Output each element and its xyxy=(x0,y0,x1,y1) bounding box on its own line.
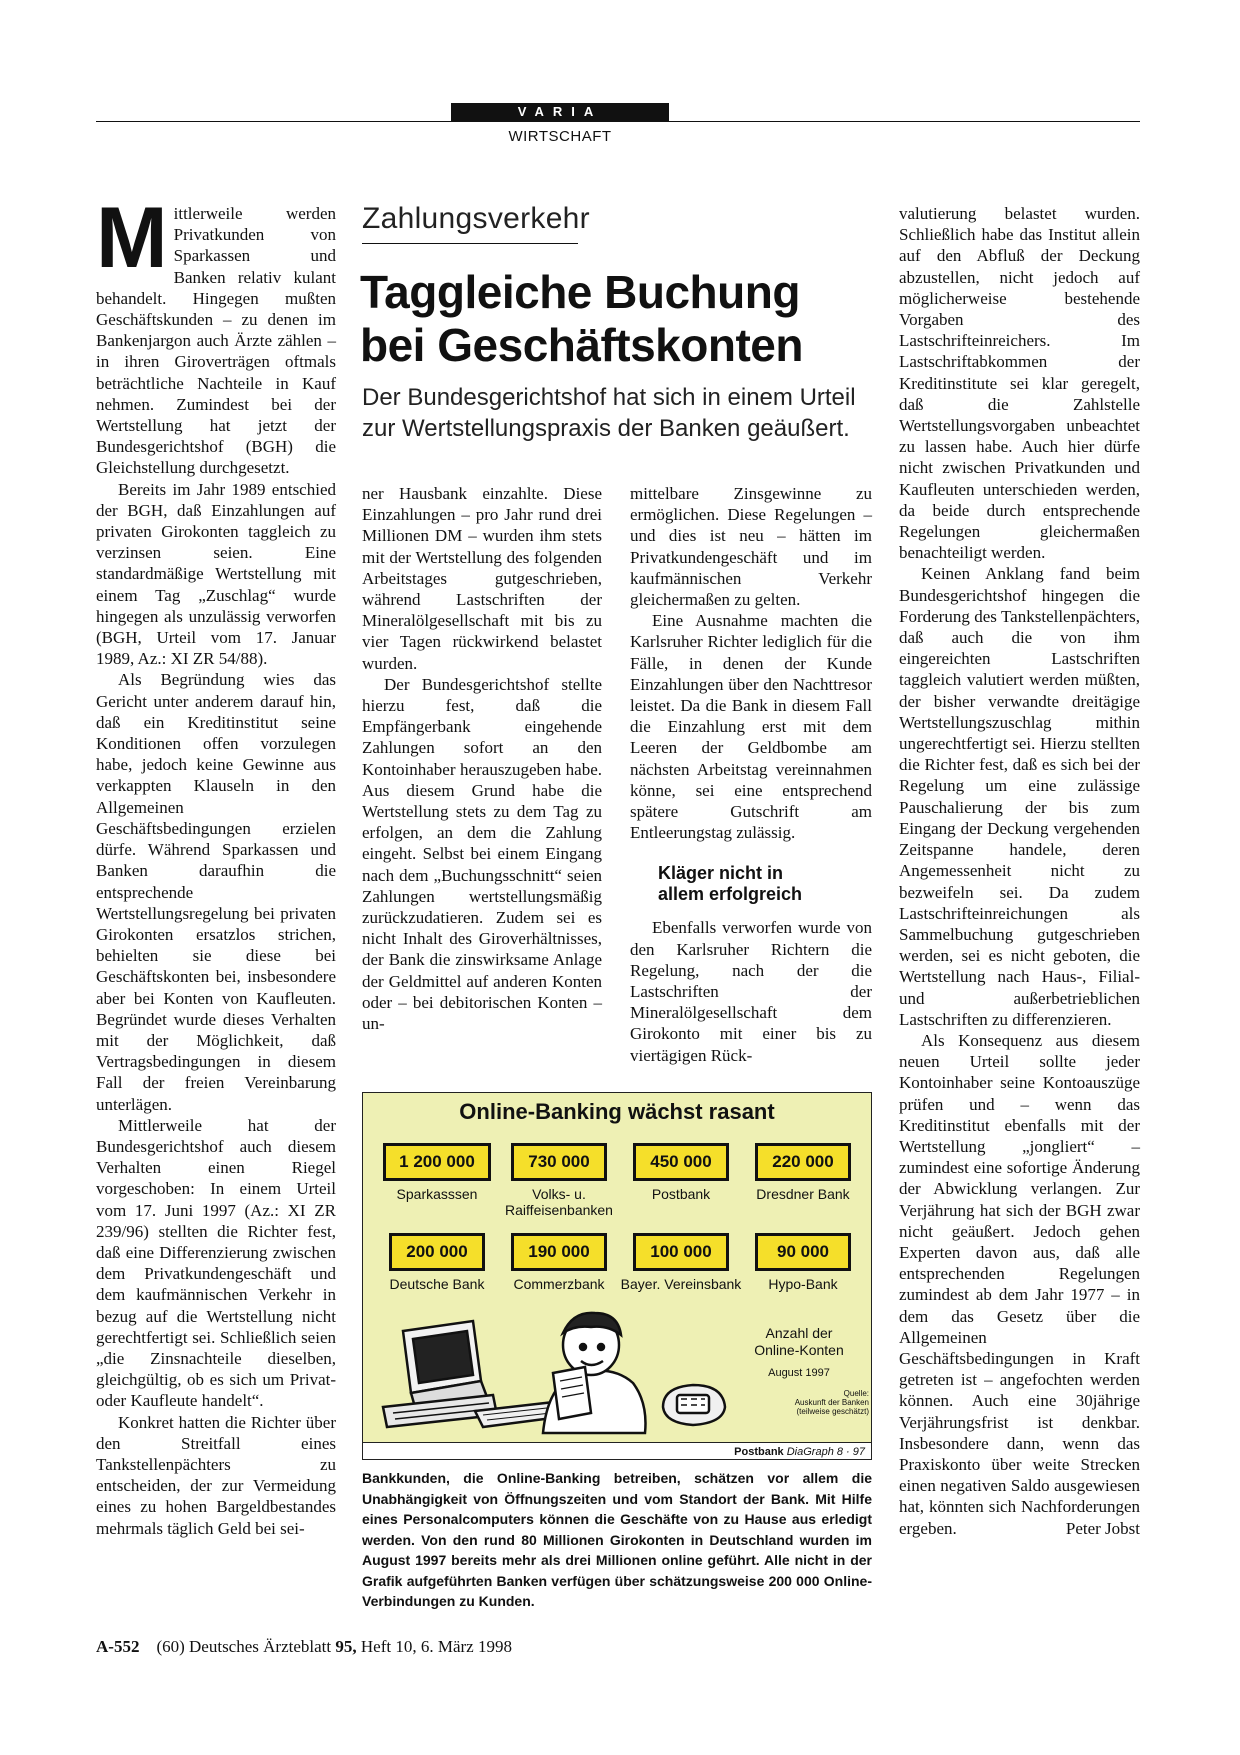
value-box: 100 000 xyxy=(633,1233,729,1271)
article-column-4 xyxy=(899,203,1140,1539)
paragraph: Der Bundesgerichtshof stellte hierzu fest, daß die Empfängerbank eingehende Zahlungen sofort an den Kontoinhaber herauszugeben habe. Aus diesem Grund habe die Wertstellung stets zu dem Tag zu erfolgen, an dem die Zahlung eingeht. Selbst bei einem Eingang nach dem „Buchungsschnitt“ seien Zahlungen wertstellungsmäßig zurückzudatieren. Zudem sei es nicht Inhalt des Giroverhältnisses, der Bank die zinswirksame Anlage der Geldmittel auf anderen Konten oder – bei debitorischen Konten – un- xyxy=(362,674,602,1034)
subheading-line: allem erfolgreich xyxy=(658,884,803,905)
paragraph: Bereits im Jahr 1989 entschied der BGH, daß Einzahlungen auf privaten Girokonten taggleich zu verzinsen seien. Eine standardmäßige Wertstellung mit einem Tag „Zuschlag“ wurde hingegen als unzulässig verworfen (BGH, Urteil vom 17. Januar 1989, Az.: XI ZR 54/88). xyxy=(96,479,336,669)
infographic-source xyxy=(773,1389,869,1416)
subheading xyxy=(658,863,872,905)
infographic-footer xyxy=(363,1442,871,1459)
paragraph: Ebenfalls verworfen wurde von den Karlsruher Richtern die Regelung, nach der die Lastschriften der Mineralölgesellschaft dem Girokonto mit einer bis zu viertägigen Rück- xyxy=(630,918,872,1065)
value-box: 450 000 xyxy=(633,1143,729,1181)
paragraph xyxy=(899,1030,1140,1539)
publication: (60) Deutsches Ärzteblatt xyxy=(156,1637,332,1656)
value-box: 220 000 xyxy=(755,1143,851,1181)
article-headline xyxy=(360,266,880,372)
value-box: 190 000 xyxy=(511,1233,607,1271)
paragraph: mittelbare Zinsgewinne zu ermöglichen. Diese Regelungen – und dies ist neu – hätten im Privatkundengeschäft und im kaufmännischen Verkehr gleichermaßen zu gelten. xyxy=(630,484,872,610)
source-line: Quelle: xyxy=(843,1389,869,1398)
headline-line: Taggleiche Buchung xyxy=(360,266,800,318)
page-number: A-552 xyxy=(96,1637,140,1656)
bank-label: Deutsche Bank xyxy=(389,1276,485,1292)
section-banner: VARIA xyxy=(451,103,669,121)
headline-line: bei Geschäftskonten xyxy=(360,319,803,371)
issue: Heft 10, 6. März 1998 xyxy=(360,1637,512,1656)
bank-label: Commerzbank xyxy=(513,1276,605,1292)
infographic-credit xyxy=(734,1446,865,1458)
infographic-date: August 1997 xyxy=(768,1367,830,1379)
cartoon-computer-user-icon xyxy=(363,1303,773,1443)
article-deck: Der Bundesgerichtshof hat sich in einem Urteil zur Wertstellungspraxis der Banken geäußert. xyxy=(362,384,856,442)
page-footer xyxy=(96,1637,512,1657)
credit-brand: Postbank xyxy=(734,1446,784,1458)
bank-label: Bayer. Vereinsbank xyxy=(620,1276,742,1292)
source-line: Auskunft der Banken xyxy=(794,1398,869,1407)
subsection-label: WIRTSCHAFT xyxy=(508,128,612,145)
subheading-line: Kläger nicht in xyxy=(658,863,784,884)
credit-graph: DiaGraph 8 · 97 xyxy=(786,1446,865,1458)
paragraph-text: ittlerweile werden Privatkunden von Sparkassen und Banken relativ kulant behandelt. Hingegen mußten Geschäftskunden – zu denen im Bankenjargon auch Ärzte zählen – in ihren Giroverträgen oftmals beträchtliche Nachteile in Kauf nehmen. Zumindest bei der Wertstellung hat jetzt der Bundesgerichtshof (BGH) die Gleichstellung durchgesetzt. xyxy=(96,204,336,478)
header-rule xyxy=(96,121,1140,122)
bank-label: Hypo-Bank xyxy=(768,1276,838,1292)
paragraph: valutierung belastet wurden. Schließlich habe das Institut allein auf den Abfluß der Deckung abzustellen, nicht jedoch auf möglicherweise bestehende Vorgaben des Lastschrifteinreichers. Im Lastschriftabkommen der Kreditinstitute sei klar geregelt, daß die Zahlstelle Wertstellungsvorgaben unbeachtet zu lassen habe. Auch hier dürfe nicht zwischen Privatkunden und Kaufleuten unterschieden werden, da beide durch entsprechende Regelungen gleichermaßen benachteiligt werden. xyxy=(899,204,1140,563)
kicker-rule xyxy=(362,243,578,244)
source-line: (teilweise geschätzt) xyxy=(796,1407,869,1416)
paragraph: Als Begründung wies das Gericht unter anderem darauf hin, daß ein Kreditinstitut seine Konditionen offen vorzulegen habe, jedoch keine Gewinne aus verkappten Klauseln in den Allgemeinen Geschäftsbedingungen erzielen dürfe. Während Sparkassen und Banken daraufhin die entsprechende Wertstellungsregelung bei privaten Girokonten ersatzlos strichen, behielten sie diese bei Geschäftskonten bei, insbesondere aber bei Konten von Kaufleuten. Begründet wurde dieses Verhalten mit der Möglichkeit, daß Vertragsbedingungen in diesem Fall der freien Vereinbarung unterlägen. xyxy=(96,670,336,1114)
infographic-title: Online-Banking wächst rasant xyxy=(459,1099,775,1124)
paragraph: Keinen Anklang fand beim Bundesgerichtshof hingegen die Forderung des Tankstellenpächters, daß auch die von ihm eingereichten Lastschriften taggleich valutiert werden müßten, der bisher verwandte dreitägige Wertstellungszuschlag mithin ungerechtfertigt sei. Hierzu stellten die Richter fest, daß es sich bei der Regelung um eine zulässige Pauschalierung der bis zum Eingang der Deckung vergehenden Zeitspanne handele, deren Angemessenheit nicht zu bezweifeln sei. Da zudem Lastschrifteinreichungen als Sammelbuchung gutgeschrieben werden, sei es nicht geboten, die Wertstellung nach Haus-, Filial- und außerbetrieblichen Lastschriften zu differenzieren. xyxy=(899,564,1140,1029)
article-column-1 xyxy=(96,190,336,1539)
bank-label: Postbank xyxy=(651,1186,711,1202)
article-kicker: Zahlungsverkehr xyxy=(362,202,590,235)
infographic-caption: Bankkunden, die Online-Banking betreiben, schätzen vor allem die Unabhängigkeit von Öffnungszeiten und vom Standort der Bank. Mit Hilfe eines Personalcomputers können die Geschäfte von zu Hause aus erledigt werden. Von den rund 80 Millionen Girokonten in Deutschland wurden im August 1997 bereits mehr als drei Millionen online geführt. Alle nicht in der Grafik aufgeführten Banken verfügen über schätzungsweise 200 000 Online-Verbindungen zu Kunden. xyxy=(362,1470,872,1609)
dropcap: M xyxy=(96,190,168,286)
bank-label: Sparkasssen xyxy=(396,1186,478,1202)
value-box: 200 000 xyxy=(389,1233,485,1271)
bank-label: Dresdner Bank xyxy=(756,1186,850,1202)
author-byline: Peter Jobst xyxy=(1065,1518,1140,1538)
online-banking-infographic xyxy=(362,1092,872,1460)
article-column-3 xyxy=(630,483,872,1066)
volume: 95, xyxy=(335,1637,357,1656)
value-box: 90 000 xyxy=(755,1233,851,1271)
article-column-2 xyxy=(362,483,602,1034)
paragraph-text: Als Konsequenz aus diesem neuen Urteil sollte jeder Kontoinhaber seine Kontoauszüge prüfen und – wenn das Kreditinstitut ebenfalls mit der Wertstellung „jongliert“ – zumindest eine sofortige Änderung der Abwicklung verlangen. Zur Verjährung hat sich der BGH zwar nicht geäußert. Jedoch gehen Experten davon aus, daß alle entsprechenden Regelungen zumindest ab dem Jahr 1977 – in dem das Gesetz über die Allgemeinen Geschäftsbedingungen in Kraft getreten ist – angefochten werden können. Auch eine 30jährige Verjährungsfrist ist denkbar. Insbesondere dann, wenn das Praxiskonto über weite Strecken einen negativen Saldo ausgewiesen hat, könnten sich Nachforderungen ergeben. xyxy=(899,1030,1140,1538)
bank-label: Volks- u. Raiffeisenbanken xyxy=(505,1186,613,1218)
note-line: Anzahl der xyxy=(765,1325,833,1341)
paragraph xyxy=(96,190,336,479)
paragraph: Konkret hatten die Richter über den Streitfall eines Tankstellenpächters zu entscheiden, der zur Vermeidung eines zu hohen Bargeldbestandes mehrmals täglich Geld bei sei- xyxy=(96,1412,336,1538)
value-box: 730 000 xyxy=(511,1143,607,1181)
note-line: Online-Konten xyxy=(754,1342,844,1358)
paragraph: Eine Ausnahme machten die Karlsruher Richter lediglich für die Fälle, in denen der Kunde Einzahlungen über den Nachttresor leistet. Da die Bank in diesem Fall die Einzahlung erst mit dem Leeren der Geldbombe am nächsten Arbeitstag vereinnahmen könne, sei eine entsprechend spätere Gutschrift am Entleerungstag zulässig. xyxy=(630,611,872,843)
value-box: 1 200 000 xyxy=(383,1143,491,1181)
paragraph: Mittlerweile hat der Bundesgerichtshof auch diesem Verhalten einen Riegel vorgeschoben: In einem Urteil vom 17. Juni 1997 (Az.: XI ZR 239/96) stellten die Richter fest, daß eine Differenzierung zwischen dem Privatkundengeschäft und dem kaufmännischen Verkehr in bezug auf die Wertstellung nicht gerechtfertigt sei. Schließlich seien „die Zinsnachteile dieselben, gleichgültig, ob es sich um Privat- oder Kaufleute handelt“. xyxy=(96,1115,336,1411)
paragraph: ner Hausbank einzahlte. Diese Einzahlungen – pro Jahr rund drei Millionen DM – wurden ihm stets mit der Wertstellung des folgenden Arbeitstages gutgeschrieben, während Lastschriften der Mineralölgesellschaft mit bis zu vier Tagen rückwirkend belastet wurden. xyxy=(362,484,602,673)
